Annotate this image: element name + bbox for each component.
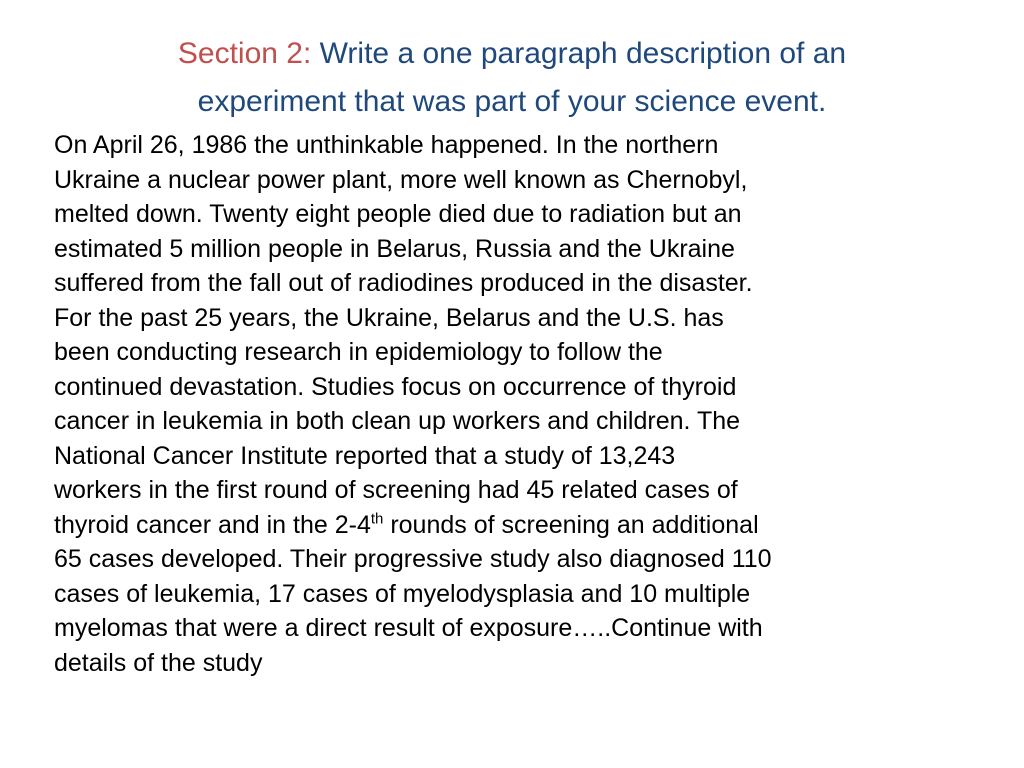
body-line: been conducting research in epidemiology to follow the [54, 338, 663, 366]
body-line: On April 26, 1986 the unthinkable happened. In the northern [54, 131, 719, 159]
title-line-2: experiment that was part of your science event. [197, 85, 827, 118]
title-line-1: Write a one paragraph description of an [319, 37, 847, 70]
body-line: 65 cases developed. Their progressive study also diagnosed 110 [54, 545, 772, 573]
body-line-text: rounds of screening an additional [383, 510, 759, 539]
body-line: Ukraine a nuclear power plant, more well known as Chernobyl, [54, 165, 748, 194]
body-paragraph [54, 128, 984, 680]
body-line: melted down. Twenty eight people died due to radiation but an [54, 200, 742, 228]
body-line: suffered from the fall out of radiodines produced in the disaster. [54, 269, 753, 297]
body-line: cancer in leukemia in both clean up workers and children. The [54, 407, 741, 435]
body-line: myelomas that were a direct result of exposure…..Continue with [54, 614, 763, 642]
body-line: workers in the first round of screening had 45 related cases of [54, 476, 738, 504]
body-line: For the past 25 years, the Ukraine, Belarus and the U.S. has [54, 303, 724, 332]
slide-title [60, 30, 964, 126]
body-line: cases of leukemia, 17 cases of myelodysplasia and 10 multiple [54, 579, 751, 608]
title-section-label: Section 2: [177, 37, 312, 70]
ordinal-superscript: th [370, 510, 384, 528]
body-line-superscript [54, 508, 984, 543]
body-line: National Cancer Institute reported that a study of 13,243 [54, 441, 676, 470]
body-line: details of the study [54, 648, 263, 677]
body-line: continued devastation. Studies focus on occurrence of thyroid [54, 372, 737, 401]
body-line-text: thyroid cancer and in the 2-4 [54, 510, 371, 539]
body-line: estimated 5 million people in Belarus, Russia and the Ukraine [54, 234, 735, 263]
